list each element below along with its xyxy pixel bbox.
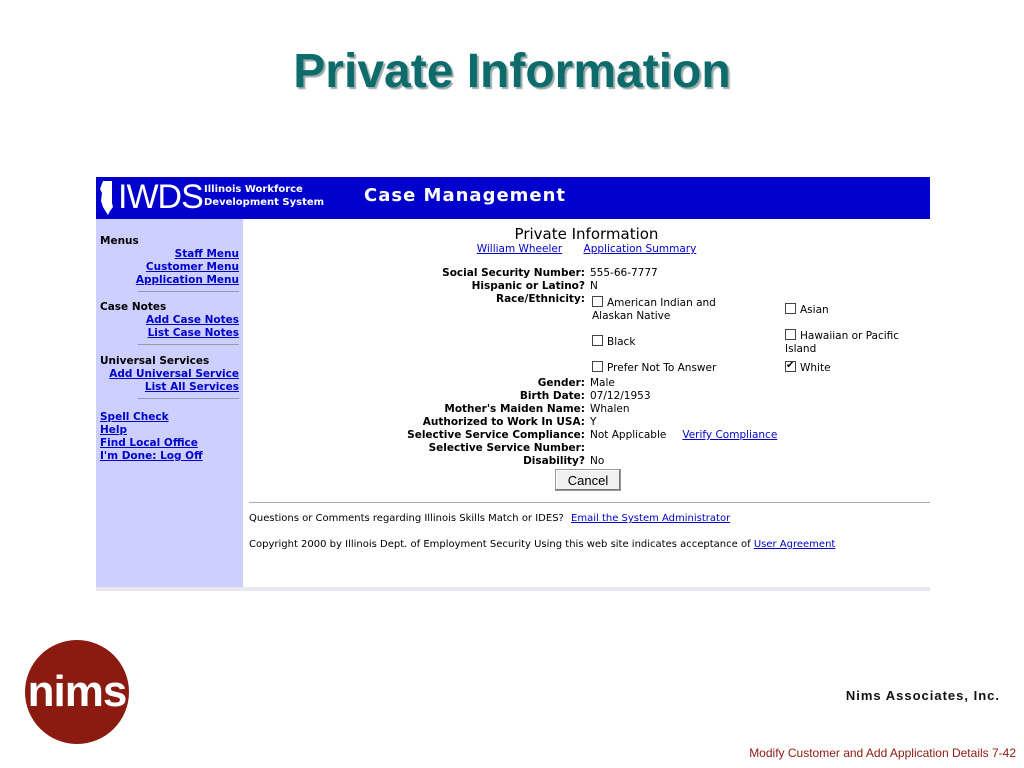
application-summary-link[interactable]: Application Summary — [583, 243, 697, 255]
list-case-notes-link[interactable]: List Case Notes — [147, 327, 239, 339]
race-white[interactable]: ✔ White — [785, 361, 831, 375]
maiden-name-value: Whalen — [590, 403, 630, 415]
slide-title: Private Information — [293, 45, 731, 98]
disability-value: No — [590, 455, 605, 467]
ss-number-label: Selective Service Number: — [428, 442, 585, 454]
divider — [138, 344, 239, 345]
customer-menu-link[interactable]: Customer Menu — [145, 261, 239, 273]
email-admin-link[interactable]: Email the System Administrator — [571, 513, 731, 524]
checkbox-prefer-not[interactable] — [592, 361, 603, 372]
browser-screenshot — [96, 177, 930, 591]
divider — [138, 291, 239, 292]
nims-logo: nims — [25, 640, 129, 744]
page-links — [243, 243, 930, 255]
checkbox-asian[interactable] — [785, 303, 796, 314]
race-american-indian[interactable]: American Indian and Alaskan Native — [592, 297, 716, 322]
race-label: Race/Ethnicity: — [496, 293, 585, 305]
user-agreement-link[interactable]: User Agreement — [753, 539, 836, 550]
checkbox-hawaiian[interactable] — [785, 329, 796, 340]
questions-line: Questions or Comments regarding Illinois Skills Match or IDES? Email the System Administrator — [249, 513, 731, 524]
add-universal-service-link[interactable]: Add Universal Service — [109, 368, 239, 380]
race-prefer-not[interactable]: Prefer Not To Answer — [592, 361, 716, 375]
race-hawaiian[interactable]: Hawaiian or Pacific Island — [785, 330, 900, 355]
authorized-label: Authorized to Work In USA: — [422, 416, 585, 428]
bottom-strip — [96, 587, 930, 591]
race-black[interactable]: Black — [592, 335, 635, 349]
menus-group — [100, 235, 239, 292]
race-asian[interactable]: Asian — [785, 303, 829, 317]
case-notes-group — [100, 301, 239, 345]
add-case-notes-link[interactable]: Add Case Notes — [145, 314, 239, 326]
gender-value: Male — [590, 377, 615, 389]
gender-label: Gender: — [537, 377, 585, 389]
utility-links — [100, 411, 239, 463]
verify-compliance-link[interactable]: Verify Compliance — [682, 429, 778, 441]
spell-check-link[interactable]: Spell Check — [100, 411, 169, 423]
maiden-name-label: Mother's Maiden Name: — [444, 403, 585, 415]
illinois-map-icon — [100, 181, 114, 215]
checkbox-black[interactable] — [592, 335, 603, 346]
copyright-line: Copyright 2000 by Illinois Dept. of Employment Security Using this web site indicates acceptance of User Agreement — [249, 539, 836, 550]
birth-date-value: 07/12/1953 — [590, 390, 651, 402]
find-local-office-link[interactable]: Find Local Office — [100, 437, 198, 449]
sidebar — [96, 219, 243, 591]
customer-name-link[interactable]: William Wheeler — [476, 243, 563, 255]
slide-footer: Modify Customer and Add Application Details 7-42 — [749, 746, 1016, 760]
logo-subtitle: Illinois Workforce Development System — [204, 184, 325, 208]
ssn-label: Social Security Number: — [442, 267, 585, 279]
app-banner — [96, 177, 930, 219]
universal-services-group — [100, 355, 239, 399]
log-off-link[interactable]: I'm Done: Log Off — [100, 450, 203, 462]
ss-compliance-value: Not Applicable Verify Compliance — [590, 429, 778, 441]
hispanic-label: Hispanic or Latino? — [471, 280, 585, 292]
staff-menu-link[interactable]: Staff Menu — [174, 248, 239, 260]
checkbox-white[interactable] — [785, 361, 796, 372]
checkbox-american-indian[interactable] — [592, 296, 603, 307]
disability-label: Disability? — [523, 455, 585, 467]
main-content — [243, 219, 930, 591]
page-title: Private Information — [514, 225, 659, 243]
birth-date-label: Birth Date: — [519, 390, 585, 402]
banner-title: Case Management — [364, 185, 567, 206]
universal-services-heading: Universal Services — [100, 355, 210, 367]
divider — [138, 398, 239, 399]
ssn-value: 555-66-7777 — [590, 267, 658, 279]
hispanic-value: N — [590, 280, 598, 292]
help-link[interactable]: Help — [100, 424, 128, 436]
authorized-value: Y — [590, 416, 597, 428]
divider — [249, 502, 930, 503]
company-name: Nims Associates, Inc. — [845, 688, 1000, 703]
list-all-services-link[interactable]: List All Services — [144, 381, 239, 393]
ss-compliance-label: Selective Service Compliance: — [407, 429, 585, 441]
application-menu-link[interactable]: Application Menu — [135, 274, 239, 286]
iwds-logo: IWDS — [118, 178, 203, 216]
menus-heading: Menus — [100, 235, 139, 247]
case-notes-heading: Case Notes — [100, 301, 167, 313]
cancel-button[interactable]: Cancel — [555, 469, 621, 491]
